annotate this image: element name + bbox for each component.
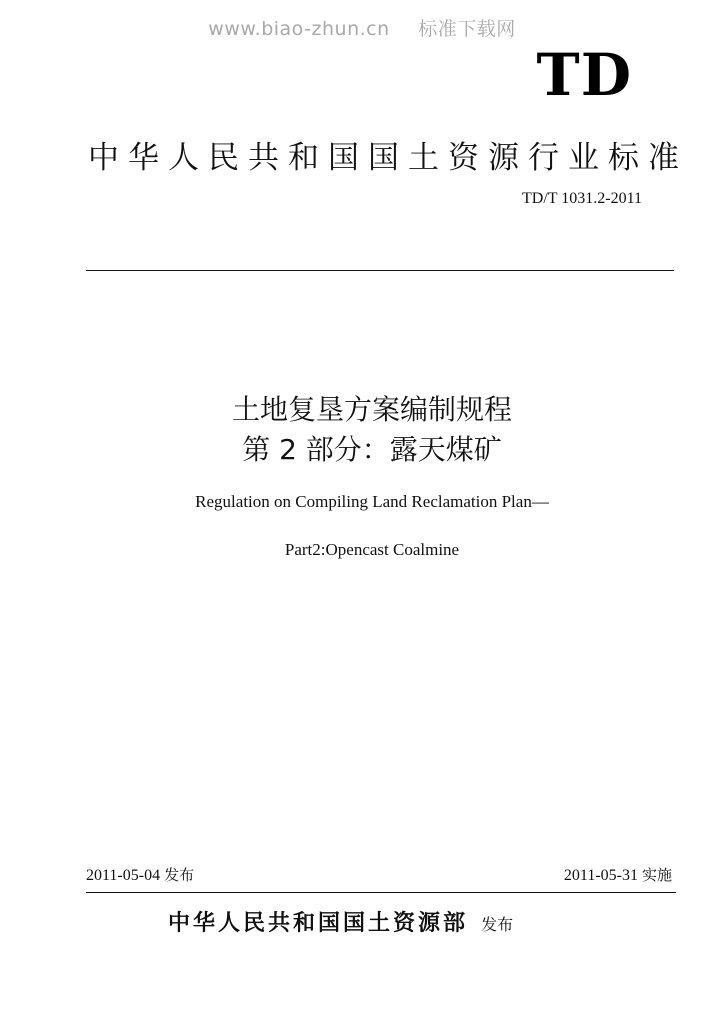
document-subtitle-zh: 第 2 部分：露天煤矿 <box>242 433 502 466</box>
standard-number: TD/T 1031.2-2011 <box>522 190 642 207</box>
issue-date <box>86 864 194 885</box>
issue-date-value: 2011-05-04 <box>86 867 161 884</box>
implementation-date-value: 2011-05-31 <box>563 867 638 884</box>
document-title-zh: 土地复垦方案编制规程 <box>231 393 512 426</box>
top-divider <box>86 270 674 271</box>
watermark <box>0 14 724 41</box>
td-logo: TD <box>536 41 632 109</box>
standard-category-title: 中华人民共和国国土资源行业标准 <box>88 140 688 176</box>
bottom-divider <box>86 892 676 893</box>
issuer-name: 中华人民共和国国土资源部 <box>168 911 469 936</box>
implementation-date <box>564 864 672 885</box>
document-subtitle-en: Part2:Opencast Coalmine <box>284 540 460 559</box>
document-title-en: Regulation on Compiling Land Reclamation Plan— <box>195 492 549 511</box>
watermark-url: www.biao-zhun.cn <box>208 18 390 40</box>
issue-date-label: 发布 <box>164 866 195 884</box>
issuer <box>168 906 513 937</box>
issuer-suffix: 发布 <box>481 915 514 934</box>
implementation-date-label: 实施 <box>641 866 672 884</box>
watermark-site-name: 标准下载网 <box>418 18 516 40</box>
